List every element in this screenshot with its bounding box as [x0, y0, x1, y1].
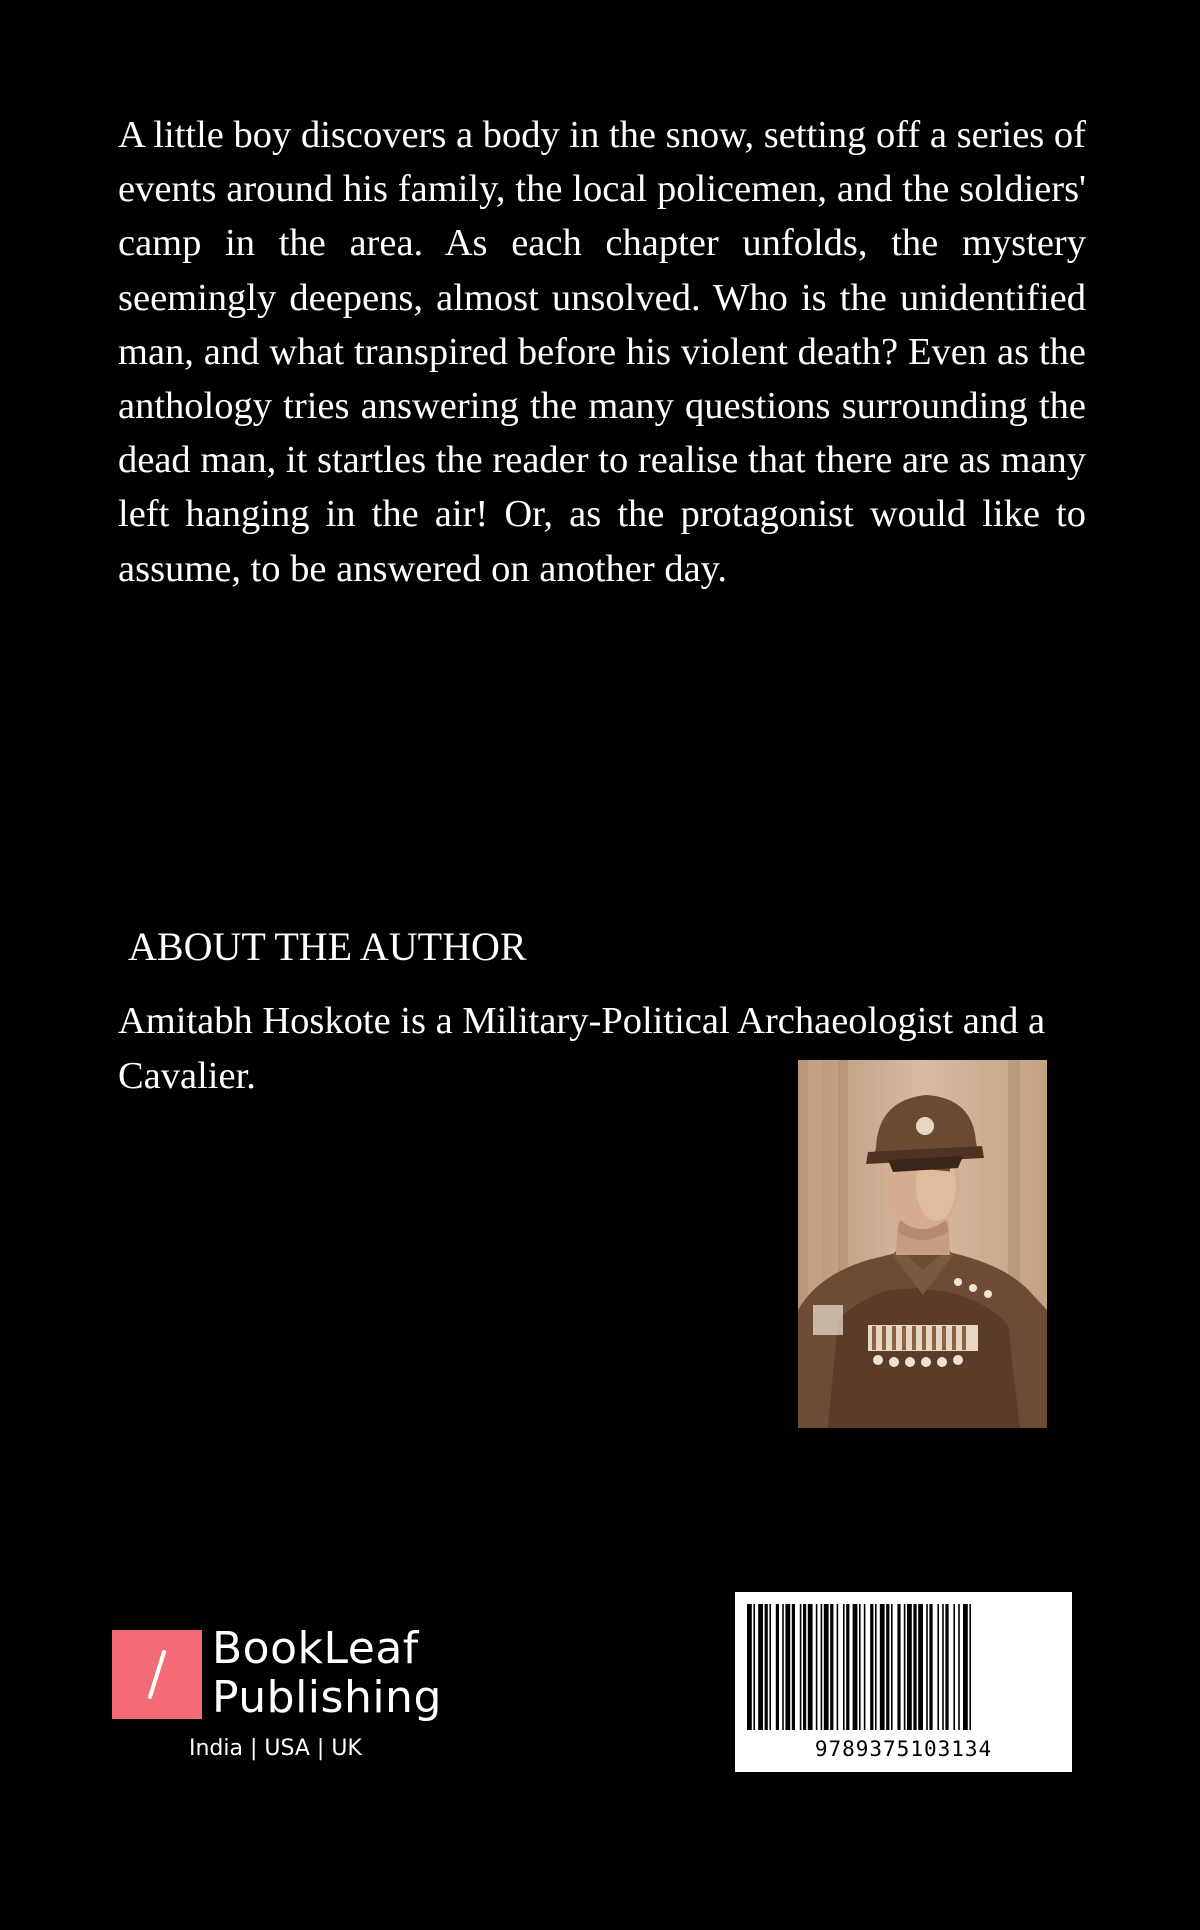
barcode-bar — [824, 1604, 829, 1730]
isbn-barcode — [735, 1592, 1072, 1772]
barcode-bar — [758, 1604, 763, 1730]
barcode-bar — [945, 1604, 948, 1730]
barcode-bar — [958, 1604, 960, 1730]
barcode-bar — [907, 1604, 912, 1730]
barcode-bar — [870, 1604, 873, 1730]
barcode-bar — [843, 1604, 845, 1730]
barcode-bar — [837, 1604, 839, 1730]
barcode-bar — [782, 1604, 784, 1730]
about-author-text: Amitabh Hoskote is a Military-Political Archaeologist and a Cavalier. — [118, 1000, 1046, 1097]
barcode-bar — [803, 1604, 806, 1730]
barcode-bar — [929, 1604, 932, 1730]
barcode-bar — [846, 1604, 849, 1730]
barcode-bar — [800, 1604, 802, 1730]
publisher-logo — [112, 1623, 452, 1761]
publisher-regions: India | USA | UK — [189, 1736, 362, 1761]
barcode-bar — [880, 1604, 885, 1730]
barcode-bar — [859, 1604, 861, 1730]
barcode-bar — [904, 1604, 906, 1730]
barcode-bar — [753, 1604, 755, 1730]
about-author-heading: ABOUT THE AUTHOR — [128, 924, 527, 969]
barcode-bar — [953, 1604, 955, 1730]
barcode-bar — [776, 1604, 779, 1730]
publisher-name-line2: Publishing — [212, 1672, 442, 1723]
barcode-bar — [785, 1604, 790, 1730]
barcode-bar — [891, 1604, 893, 1730]
barcode-bar — [853, 1604, 858, 1730]
barcode-bar — [792, 1604, 795, 1730]
barcode-bar — [769, 1604, 771, 1730]
slash-logo-icon — [112, 1630, 202, 1719]
barcode-bar — [969, 1604, 971, 1730]
barcode-bar — [765, 1604, 768, 1730]
publisher-name — [212, 1624, 442, 1722]
barcode-bar — [886, 1604, 889, 1730]
barcode-bar — [913, 1604, 916, 1730]
barcode-bar — [942, 1604, 944, 1730]
barcode-bar — [830, 1604, 833, 1730]
barcode-bar — [816, 1604, 818, 1730]
barcode-bar — [747, 1604, 752, 1730]
barcode-bar — [937, 1604, 939, 1730]
barcode-bar — [875, 1604, 877, 1730]
author-photo — [798, 1060, 1047, 1428]
barcode-bar — [926, 1604, 928, 1730]
barcode-bar — [821, 1604, 823, 1730]
barcode-bar — [897, 1604, 900, 1730]
author-portrait-icon — [798, 1060, 1047, 1428]
isbn-number: 9789375103134 — [814, 1737, 993, 1761]
barcode-bar — [864, 1604, 866, 1730]
barcode-bar — [963, 1604, 968, 1730]
publisher-name-line1: BookLeaf — [212, 1623, 419, 1674]
barcode-bar — [808, 1604, 813, 1730]
barcode-bar — [918, 1604, 923, 1730]
back-cover-blurb: A little boy discovers a body in the snow, setting off a series of events around his family, the local policemen, and the soldiers' camp in the area. As each chapter unfolds, the mystery seemingly deepens, almost unsolved. Who is the unidentified man, and what transpired before his violent death? Even as the anthology tries answering the many questions surrounding the dead man, it startles the reader to realise that there are as many left hanging in the air! Or, as the protagonist would like to assume, to be answered on another day. — [118, 114, 1086, 590]
